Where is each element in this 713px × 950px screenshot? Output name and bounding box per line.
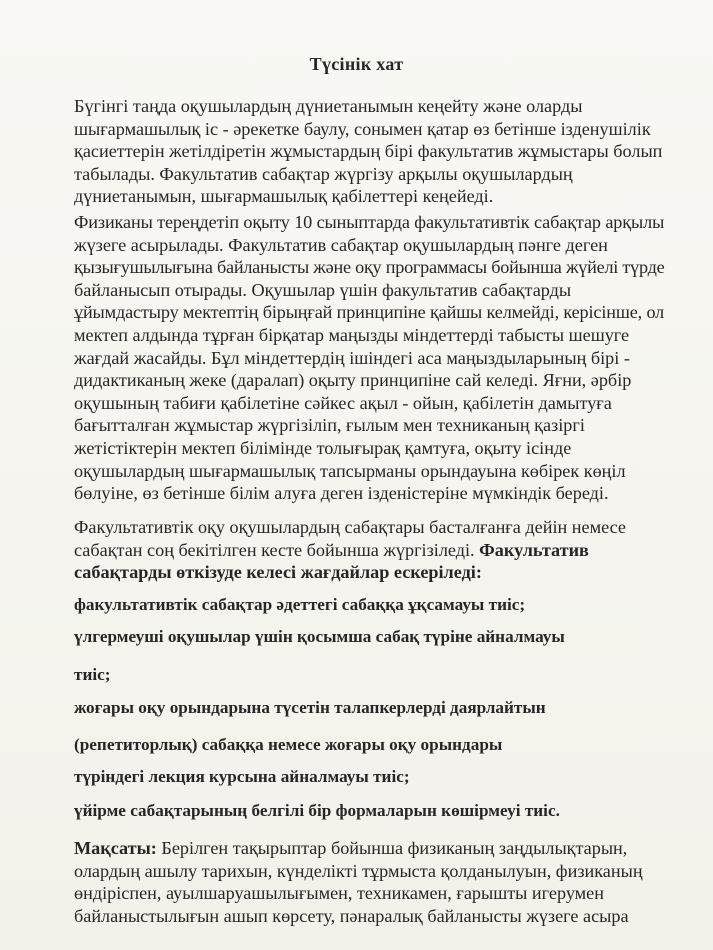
paragraph-physics — [74, 211, 664, 505]
text-line: өндіріспен, ауылшаруашылығымен, техникамен, ғарышты игерумен — [74, 883, 604, 904]
condition-line: (репетиторлық) сабаққа немесе жоғары оқу орындары — [74, 735, 503, 754]
text-line: олардың ашылу тарихын, күнделікті тұрмыста қолданылуын, физиканың — [74, 860, 643, 881]
paragraph-intro — [74, 95, 664, 208]
text-line-mixed — [74, 837, 664, 860]
condition-line: үйірме сабақтарының белгілі бір формаларын көшірмеуі тиіс. — [74, 801, 560, 820]
paragraph-goal — [74, 837, 664, 927]
text-line: мектеп алдында тұрған бірқатар маңызды міндеттерді табысты шешуге — [74, 324, 630, 345]
text-line: жетістіктерін мектеп білімінде толығырақ қамтуға, оқыту ісінде — [74, 437, 572, 458]
goal-label: Мақсаты: — [74, 838, 157, 858]
text-line: дидактиканың жеке (даралап) оқыту принципіне сай келеді. Яғни, әрбір — [74, 370, 632, 391]
text-line: жүзеге асырылады. Факультатив сабақтар оқушылардың пәнге деген — [74, 234, 608, 255]
text-line: оқушылардың шығармашылық тапсырманы орындауына көбірек көңіл — [74, 460, 626, 481]
text-line — [74, 561, 664, 584]
bold-text-segment: сабақтарды өткізуде келесі жағдайлар ескеріледі: — [74, 562, 482, 583]
text-line: шығармашылық іс - әрекетке баулу, сонымен қатар өз бетінше ізденушілік — [74, 118, 651, 139]
text-line: қасиеттерін жетілдіретін жұмыстардың бірі факультатив жұмыстары болып — [74, 141, 663, 162]
text-line: бөлуіне, өз бетінше білім алуға деген ізденістеріне мүмкіндік береді. — [74, 483, 609, 504]
condition-line: жоғары оқу орындарына түсетін талапкерлерді даярлайтын — [74, 698, 546, 717]
text-line: жағдай жасайды. Бұл міндеттердің ішіндегі аса маңыздыларының бірі - — [74, 347, 630, 368]
text-line: табылады. Факультатив сабақтар жүргізу арқылы оқушылардың — [74, 163, 573, 184]
text-line: Факультативтік оқу оқушылардың сабақтары басталғанға дейін немесе — [74, 517, 626, 537]
text-line: Физиканы тереңдетіп оқыту 10 сыныптарда факультативтік сабақтар арқылы — [74, 212, 665, 232]
text-line: оқушының табиғи қабілетіне сәйкес ақыл - ойын, қабілетін дамытуға — [74, 392, 612, 413]
text-line: Бүгінгі таңда оқушылардың дүниетанымын кеңейту және оларды — [74, 96, 583, 116]
paragraph-schedule — [74, 516, 664, 584]
document-title: Түсінік хат — [309, 54, 404, 74]
condition-line: факультативтік сабақтар әдеттегі сабаққа ұқсамауы тиіс; — [74, 595, 526, 614]
text-segment: Берілген тақырыптар бойынша физиканың заңдылықтарын, — [156, 838, 628, 858]
bold-text-segment: Факультатив — [479, 539, 589, 560]
text-line: ұйымдастыру мектептің бірыңғай принципіне қайшы келмейді, керісінше, ол — [74, 302, 665, 323]
text-line: бағытталған жұмыстар жүргізіліп, ғылым мен техниканың қазіргі — [74, 415, 585, 436]
text-line-mixed — [74, 539, 664, 562]
text-line: байланысып отырады. Оқушылар үшін факультатив сабақтарды — [74, 279, 572, 300]
text-line: қызығушылығына байланысты және оқу программасы бойынша жүйелі түрде — [74, 257, 665, 278]
text-line: байланыстылығын ашып көрсету, пәнаралық байланысты жүзеге асыра — [74, 905, 629, 926]
text-line: дүниетанымын, шығармашылық қабілеттері кеңейеді. — [74, 186, 494, 207]
condition-line: түріндегі лекция курсына айналмауы тиіс; — [74, 767, 410, 786]
text-segment: сабақтан соң бекітілген кесте бойынша жүргізіледі. — [74, 539, 475, 560]
condition-line: тиіс; — [74, 665, 111, 684]
condition-line: үлгермеуші оқушылар үшін қосымша сабақ түріне айналмауы — [74, 627, 565, 646]
